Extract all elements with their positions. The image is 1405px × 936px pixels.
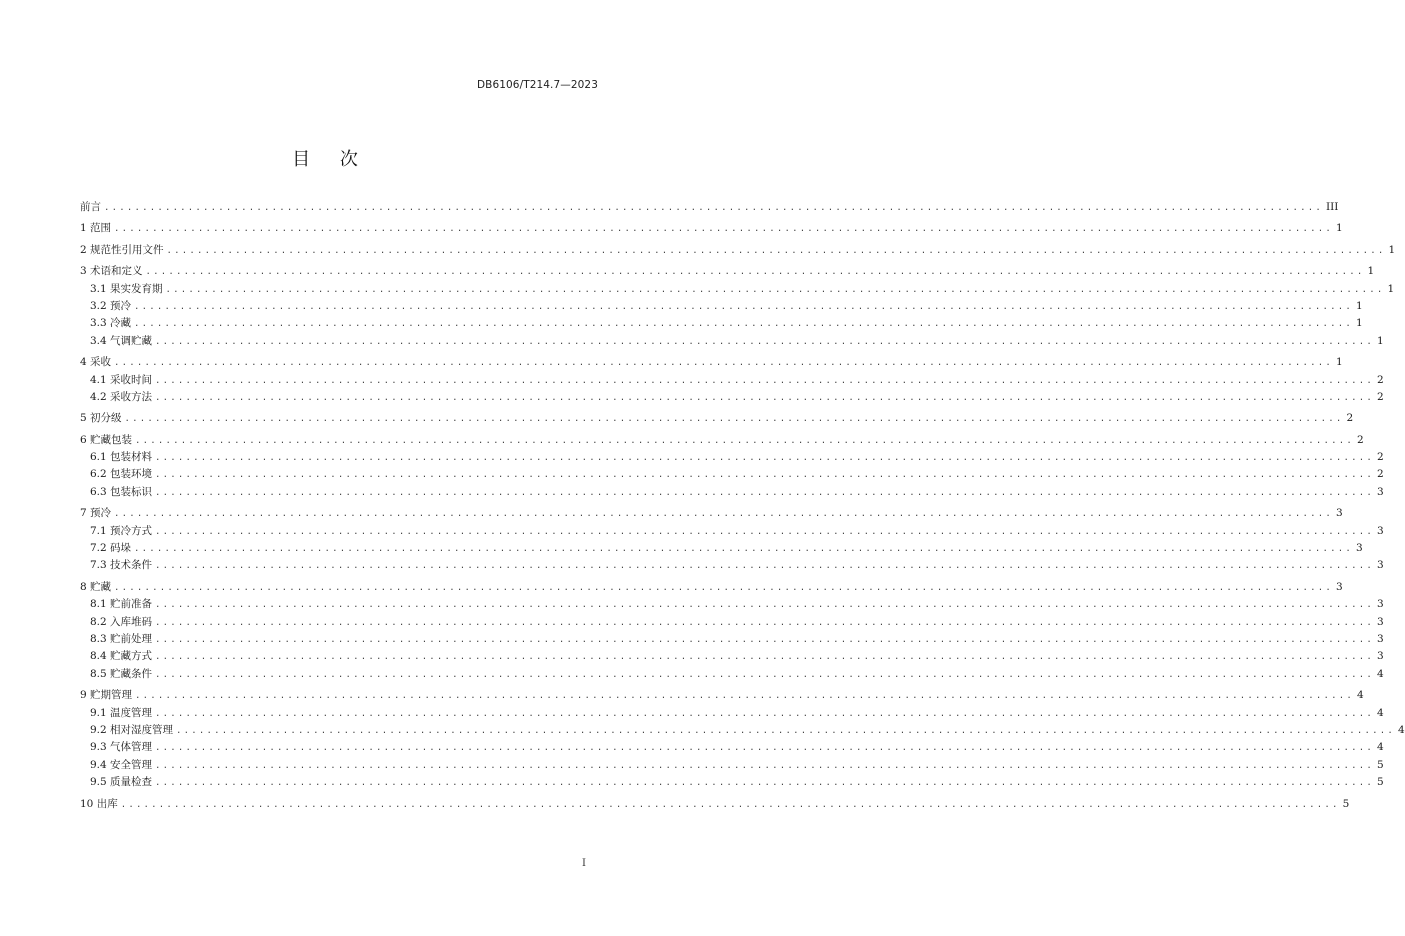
dot-leader: ................................................................................................................................................................: [114, 509, 1333, 520]
toc-entry[interactable]: [80, 722, 1405, 739]
dot-leader: ................................................................................................................................................................: [155, 743, 1374, 754]
toc-entry-label: 前言: [80, 201, 101, 213]
toc-entry-label: 9.4 安全管理: [90, 758, 153, 771]
dot-leader: ................................................................................................................................................................: [155, 600, 1374, 611]
toc-entry-label: 8.1 贮前准备: [90, 598, 153, 611]
dot-leader: ................................................................................................................................................................: [120, 799, 1340, 810]
dot-leader: ................................................................................................................................................................: [104, 203, 1323, 213]
dot-leader: ................................................................................................................................................................: [155, 392, 1374, 403]
toc-entry-page: 4: [1377, 667, 1384, 680]
toc-entry[interactable]: [80, 389, 1384, 406]
dot-leader: ................................................................................................................................................................: [124, 414, 1344, 425]
toc-entry-page: 4: [1398, 723, 1405, 736]
dot-leader: ................................................................................................................................................................: [155, 561, 1374, 572]
dot-leader: ................................................................................................................................................................: [155, 669, 1374, 680]
toc-entry-label: 4.2 采收方法: [90, 390, 153, 403]
dot-leader: ................................................................................................................................................................: [135, 435, 1354, 446]
dot-leader: ................................................................................................................................................................: [155, 487, 1374, 498]
toc-entry[interactable]: [80, 596, 1384, 613]
dot-leader: ................................................................................................................................................................: [155, 778, 1374, 789]
toc-entry[interactable]: [80, 372, 1384, 389]
dot-leader: ................................................................................................................................................................: [155, 760, 1374, 771]
toc-entry-label: 7.1 预冷方式: [90, 524, 153, 537]
toc-entry-page: 3: [1377, 559, 1384, 572]
toc-entry[interactable]: [80, 757, 1384, 774]
toc-entry-page: 3: [1335, 580, 1343, 593]
toc-entry-page: 3: [1377, 524, 1384, 537]
toc-entry[interactable]: [80, 648, 1384, 665]
toc-entry[interactable]: [80, 705, 1384, 722]
dot-leader: ................................................................................................................................................................: [155, 652, 1374, 663]
toc-entry-page: 1: [1356, 317, 1363, 330]
toc-entry-page: 4: [1356, 689, 1364, 702]
dot-leader: ................................................................................................................................................................: [155, 375, 1374, 386]
toc-entry[interactable]: [80, 505, 1343, 522]
dot-leader: ................................................................................................................................................................: [165, 284, 1385, 295]
toc-entry-page: 2: [1346, 412, 1354, 425]
toc-entry-page: 1: [1388, 243, 1396, 256]
toc-entry-label: 9.3 气体管理: [90, 741, 153, 754]
toc-entry-page: 1: [1377, 334, 1384, 347]
dot-leader: ................................................................................................................................................................: [145, 267, 1365, 278]
toc-entry[interactable]: [80, 410, 1354, 427]
toc-entry-label: 6.1 包装材料: [90, 451, 153, 464]
toc-entry-page: 4: [1377, 706, 1384, 719]
toc-entry[interactable]: [80, 333, 1384, 350]
toc-entry-label: 6.2 包装环境: [90, 468, 153, 481]
toc-entry[interactable]: [80, 523, 1384, 540]
toc-entry[interactable]: [80, 432, 1364, 449]
dot-leader: ................................................................................................................................................................: [134, 544, 1353, 555]
toc-entry-page: 3: [1377, 615, 1384, 628]
toc-entry[interactable]: [80, 449, 1384, 466]
toc-entry-label: 7.3 技术条件: [90, 559, 153, 572]
toc-entry[interactable]: [80, 774, 1384, 791]
toc-entry-label: 4.1 采收时间: [90, 373, 153, 386]
toc-entry-page: 3: [1377, 650, 1384, 663]
dot-leader: ................................................................................................................................................................: [135, 691, 1354, 702]
toc-entry[interactable]: [80, 484, 1384, 501]
toc-entry-page: 1: [1367, 265, 1375, 278]
toc-entry-page: 1: [1335, 222, 1343, 235]
toc-entry-label: 3.1 果实发育期: [90, 282, 163, 295]
toc-title: 目 次: [292, 149, 370, 170]
toc-entry-page: 2: [1377, 373, 1384, 386]
toc-entry-label: 8.3 贮前处理: [90, 632, 153, 645]
toc-entry-page: 1: [1356, 299, 1363, 312]
toc-entry-label: 9.2 相对湿度管理: [90, 723, 174, 736]
dot-leader: ................................................................................................................................................................: [134, 319, 1353, 330]
page-number: I: [582, 858, 586, 869]
toc-entry[interactable]: [80, 298, 1363, 315]
toc-entry-page: 1: [1387, 282, 1395, 295]
toc-entry-label: 9.1 温度管理: [90, 706, 153, 719]
dot-leader: ................................................................................................................................................................: [155, 336, 1374, 347]
toc-entry-page: 3: [1377, 598, 1384, 611]
toc-entry[interactable]: [80, 796, 1350, 813]
toc-entry[interactable]: [80, 220, 1343, 237]
toc-entry-label: 6 贮藏包装: [80, 433, 133, 446]
toc-entry-label: 1 范围: [80, 222, 112, 235]
toc-entry-label: 6.3 包装标识: [90, 485, 153, 498]
toc-entry-label: 9 贮期管理: [80, 689, 133, 702]
table-of-contents: [80, 199, 1405, 813]
toc-entry-label: 7.2 码垛: [90, 542, 132, 555]
toc-entry[interactable]: [80, 739, 1384, 756]
toc-entry-page: 2: [1377, 451, 1384, 464]
toc-entry-label: 5 初分级: [80, 412, 122, 425]
dot-leader: ................................................................................................................................................................: [134, 301, 1353, 312]
toc-entry-page: 1: [1335, 356, 1343, 369]
dot-leader: ................................................................................................................................................................: [155, 617, 1374, 628]
toc-entry-page: 2: [1377, 390, 1384, 403]
toc-entry[interactable]: [80, 631, 1384, 648]
toc-entry-label: 8.2 入库堆码: [90, 615, 153, 628]
toc-entry[interactable]: [80, 687, 1364, 704]
toc-entry-label: 8 贮藏: [80, 580, 112, 593]
toc-entry[interactable]: [80, 466, 1384, 483]
dot-leader: ................................................................................................................................................................: [155, 453, 1374, 464]
toc-entry-label: 7 预冷: [80, 507, 112, 520]
toc-entry[interactable]: [80, 666, 1384, 683]
toc-entry-page: 5: [1377, 776, 1384, 789]
toc-entry-page: 3: [1377, 485, 1384, 498]
toc-entry-page: 3: [1335, 507, 1343, 520]
toc-entry-label: 8.4 贮藏方式: [90, 650, 153, 663]
toc-entry-label: 3.2 预冷: [90, 299, 132, 312]
dot-leader: ................................................................................................................................................................: [114, 582, 1333, 593]
toc-entry[interactable]: [80, 263, 1375, 280]
toc-entry-label: 4 采收: [80, 356, 112, 369]
toc-entry-page: 4: [1377, 741, 1384, 754]
dot-leader: ................................................................................................................................................................: [166, 245, 1386, 256]
toc-entry[interactable]: [80, 540, 1363, 557]
dot-leader: ................................................................................................................................................................: [155, 634, 1374, 645]
toc-entry-label: 10 出库: [80, 797, 118, 810]
dot-leader: ................................................................................................................................................................: [114, 358, 1333, 369]
toc-entry-page: 2: [1356, 433, 1364, 446]
toc-entry[interactable]: [80, 557, 1384, 574]
document-code: DB6106/T214.7—2023: [476, 79, 598, 91]
toc-entry[interactable]: [80, 199, 1339, 216]
toc-entry[interactable]: [80, 315, 1363, 332]
toc-entry-page: 3: [1377, 632, 1384, 645]
toc-entry-page: 2: [1377, 468, 1384, 481]
dot-leader: ................................................................................................................................................................: [176, 725, 1395, 736]
toc-entry-label: 8.5 贮藏条件: [90, 667, 153, 680]
dot-leader: ................................................................................................................................................................: [155, 470, 1374, 481]
toc-entry[interactable]: [80, 281, 1395, 298]
toc-entry[interactable]: [80, 614, 1384, 631]
toc-entry[interactable]: [80, 242, 1396, 259]
toc-entry-label: 3 术语和定义: [80, 265, 143, 278]
toc-entry-label: 3.3 冷藏: [90, 317, 132, 330]
toc-entry[interactable]: [80, 579, 1343, 596]
dot-leader: ................................................................................................................................................................: [114, 224, 1333, 235]
toc-entry-page: III: [1325, 201, 1339, 213]
toc-entry-label: 9.5 质量检查: [90, 776, 153, 789]
toc-entry-label: 3.4 气调贮藏: [90, 334, 153, 347]
toc-entry-page: 5: [1377, 758, 1384, 771]
toc-entry-label: 2 规范性引用文件: [80, 243, 164, 256]
toc-entry[interactable]: [80, 354, 1343, 371]
dot-leader: ................................................................................................................................................................: [155, 526, 1374, 537]
toc-entry-page: 5: [1342, 797, 1350, 810]
toc-entry-page: 3: [1356, 542, 1363, 555]
dot-leader: ................................................................................................................................................................: [155, 708, 1374, 719]
